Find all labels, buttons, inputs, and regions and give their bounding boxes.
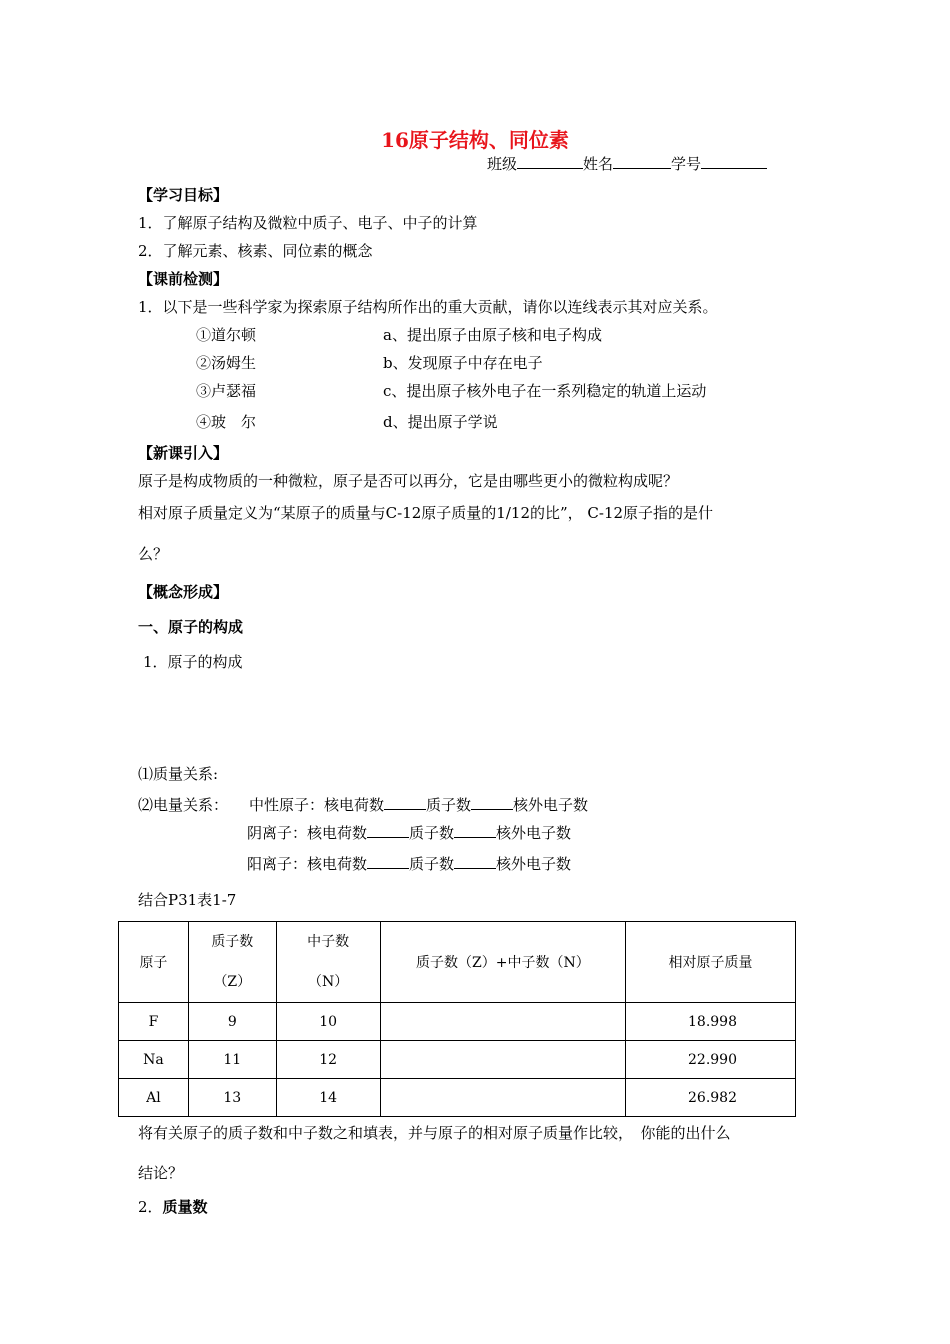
item2-line [138,1196,208,1217]
item2-number: 2． [138,1198,163,1216]
goal-item: 2．了解元素、核素、同位素的概念 [138,242,373,260]
precheck-question: 1．以下是一些科学家为探索原子结构所作出的重大贡献，请你以连线表示其对应关系。 [138,298,718,316]
cell-proton: 9 [188,1003,276,1041]
table-question-line: 将有关原子的质子数和中子数之和填表，并与原子的相对原子质量作比较， 你能的出什么 [138,1124,731,1142]
table-reference: 结合P31表1-7 [138,891,237,909]
cell-sum-blank[interactable] [380,1041,626,1079]
item1-label: 1．原子的构成 [143,653,243,671]
contribution-item: c、提出原子核外电子在一系列稳定的轨道上运动 [383,382,707,400]
student-id-label: 学号 [671,155,702,173]
cell-atom: F [119,1003,189,1041]
class-blank[interactable] [517,154,583,169]
anion-label: 阴离子： [247,824,308,842]
proton-count-label: 质子数 [409,855,455,873]
electron-count-label: 核外电子数 [496,855,572,873]
intro-heading: 【新课引入】 [138,444,229,462]
contribution-item: d、提出原子学说 [383,413,498,431]
cell-relative-mass: 18.998 [626,1003,796,1041]
cell-neutron: 12 [276,1041,380,1079]
header-relative-mass: 相对原子质量 [626,922,796,1003]
electron-count-label: 核外电子数 [513,796,589,814]
fill-blank[interactable] [454,854,496,869]
mass-relation-label: ⑴质量关系: [138,765,219,783]
fill-blank[interactable] [367,854,409,869]
atom-data-table [118,921,796,1117]
contribution-item: b、发现原子中存在电子 [383,354,543,372]
cell-proton: 11 [188,1041,276,1079]
name-label: 姓名 [583,155,614,173]
class-label: 班级 [487,155,518,173]
scientist-item: ①道尔顿 [196,326,257,344]
name-blank[interactable] [613,154,671,169]
cell-atom: Na [119,1041,189,1079]
nuclear-charge-label: 核电荷数 [307,824,368,842]
header-proton: 质子数 （Z） [188,922,276,1003]
page-title: 16原子结构、同位素 [381,128,569,152]
charge-relation-label: ⑵电量关系： [138,796,229,814]
neutral-label: 中性原子： [249,796,325,814]
cell-neutron: 14 [276,1079,380,1117]
fill-blank[interactable] [384,795,426,810]
goals-heading: 【学习目标】 [138,186,229,204]
table-row [119,1003,796,1041]
header-atom: 原子 [119,922,189,1003]
nuclear-charge-label: 核电荷数 [307,855,368,873]
fill-blank[interactable] [471,795,513,810]
student-info-line [487,153,767,174]
cation-line [247,853,571,874]
student-id-blank[interactable] [701,154,767,169]
fill-blank[interactable] [454,823,496,838]
nuclear-charge-label: 核电荷数 [324,796,385,814]
scientist-item: ②汤姆生 [196,354,257,372]
cell-sum-blank[interactable] [380,1079,626,1117]
fill-blank[interactable] [367,823,409,838]
neutral-atom-line [249,794,588,815]
intro-line: 相对原子质量定义为“某原子的质量与C-12原子质量的1/12的比”， C-12原子指的是什 [138,504,714,522]
goal-item: 1．了解原子结构及微粒中质子、电子、中子的计算 [138,214,478,232]
anion-line [247,822,571,843]
electron-count-label: 核外电子数 [496,824,572,842]
header-neutron: 中子数 （N） [276,922,380,1003]
table-row [119,1041,796,1079]
header-sum: 质子数（Z）+中子数（N） [380,922,626,1003]
cell-relative-mass: 22.990 [626,1041,796,1079]
cell-relative-mass: 26.982 [626,1079,796,1117]
cell-atom: Al [119,1079,189,1117]
cell-proton: 13 [188,1079,276,1117]
precheck-heading: 【课前检测】 [138,270,229,288]
intro-line: 原子是构成物质的一种微粒，原子是否可以再分，它是由哪些更小的微粒构成呢？ [138,472,679,490]
concept-heading: 【概念形成】 [138,583,229,601]
table-header-row [119,922,796,1003]
cell-sum-blank[interactable] [380,1003,626,1041]
scientist-item: ③卢瑟福 [196,382,257,400]
proton-count-label: 质子数 [409,824,455,842]
item2-label: 质量数 [162,1198,208,1216]
cation-label: 阳离子： [247,855,308,873]
intro-line: 么？ [138,545,169,563]
table-question-line: 结论？ [138,1164,184,1182]
contribution-item: a、提出原子由原子核和电子构成 [383,326,602,344]
table-row [119,1079,796,1117]
scientist-item: ④玻 尔 [196,413,257,431]
proton-count-label: 质子数 [426,796,472,814]
cell-neutron: 10 [276,1003,380,1041]
part1-heading: 一、原子的构成 [138,618,244,636]
